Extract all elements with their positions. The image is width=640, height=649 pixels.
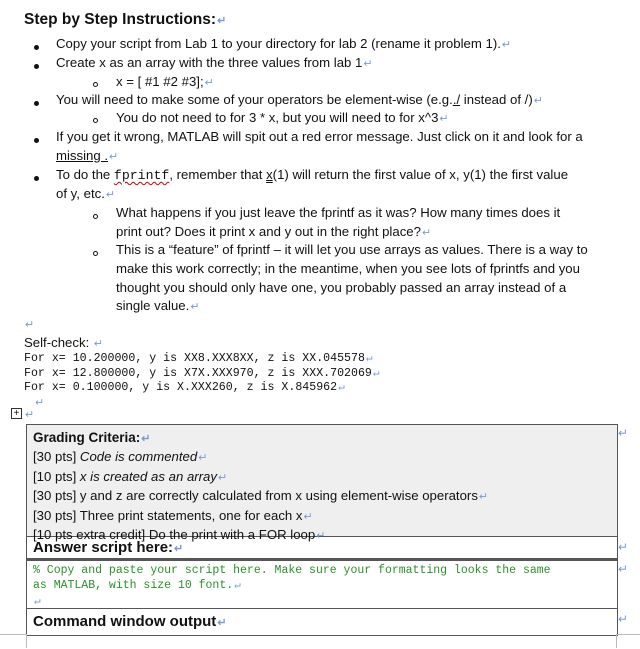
sub-bullet-circle [93, 214, 98, 219]
feature-line1: This is a “feature” of fprintf – it will let you use arrays as values. There is a way to [116, 242, 588, 257]
instruction-2-sub: x = [ #1 #2 #3];↵ [116, 74, 214, 89]
bullet-dot [34, 64, 39, 69]
empty-paragraph: ↵ [35, 397, 45, 409]
empty-paragraph: ↵ [25, 409, 35, 421]
criterion-item: [30 pts] Code is commented↵ [33, 449, 208, 465]
page-corner-right-v [616, 634, 617, 648]
instruction-5-cont: of y, etc.↵ [56, 186, 116, 201]
grading-criteria-cell[interactable] [27, 425, 617, 543]
page-title: Step by Step Instructions:↵ [24, 11, 227, 28]
page-corner-left [0, 634, 26, 635]
end-of-row-mark: ↵ [617, 562, 628, 576]
criterion-item: [30 pts] Three print statements, one for each x↵ [33, 507, 313, 523]
self-check-label: Self-check: ↵ [24, 335, 104, 350]
expected-output-line: For x= 10.200000, y is XX8.XXX8XX, z is XX.045578↵ [24, 352, 373, 365]
question-1-line2: print out? Does it print x and y out in the right place?↵ [116, 224, 432, 239]
criterion-item: [10 pts] x is created as an array↵ [33, 468, 228, 484]
empty-paragraph: ↵ [34, 596, 41, 608]
end-of-row-mark: ↵ [617, 426, 628, 440]
end-of-row-mark: ↵ [617, 540, 628, 554]
instruction-4-cont: missing .↵ [56, 148, 119, 163]
answer-script-cell[interactable] [27, 559, 617, 609]
instruction-4: If you get it wrong, MATLAB will spit out a red error message. Just click on it and look for a [56, 129, 583, 144]
sub-bullet-circle [93, 251, 98, 256]
code-comment-line: as MATLAB, with size 10 font.↵ [33, 579, 241, 592]
bullet-dot [34, 101, 39, 106]
criterion-item: [30 pts] y and z are correctly calculated from x using element-wise operators↵ [33, 488, 489, 504]
feature-line4: single value.↵ [116, 298, 200, 313]
command-window-header[interactable]: Command window output↵ [33, 613, 227, 630]
feature-line2: make this work correctly; in the meantime, when you see lots of fprintfs and you [116, 261, 580, 276]
grading-title: Grading Criteria:↵ [33, 430, 151, 445]
instruction-3: You will need to make some of your operators be element-wise (e.g../ instead of /)↵ [56, 92, 543, 107]
bullet-dot [34, 45, 39, 50]
bullet-dot [34, 138, 39, 143]
end-of-row-mark: ↵ [617, 612, 628, 626]
page-corner-right [616, 634, 640, 635]
grading-table [26, 424, 618, 636]
sub-bullet-circle [93, 118, 98, 123]
instruction-3-sub: You do not need to for 3 * x, but you will need to for x^3↵ [116, 110, 449, 125]
expected-output-line: For x= 0.100000, y is X.XXX260, z is X.845962↵ [24, 381, 345, 394]
feature-line3: thought you should only have one, you probably passed an array instead of a [116, 280, 567, 295]
page-corner-left-v [26, 634, 27, 648]
instruction-5: To do the fprintf, remember that x(1) will return the first value of x, y(1) the first value [56, 167, 569, 183]
sub-bullet-circle [93, 82, 98, 87]
answer-script-header[interactable]: Answer script here:↵ [27, 537, 617, 559]
empty-paragraph: ↵ [25, 319, 35, 331]
bullet-dot [34, 176, 39, 181]
question-1-line1: What happens if you just leave the fprintf as it was? How many times does it [116, 205, 561, 220]
expected-output-line: For x= 12.800000, y is X7X.XXX970, z is XXX.702069↵ [24, 367, 380, 380]
table-move-handle-icon[interactable]: + [11, 408, 22, 419]
instruction-1: Copy your script from Lab 1 to your directory for lab 2 (rename it problem 1).↵ [56, 36, 512, 51]
criterion-item: [10 pts extra credit] Do the print with a FOR loop↵ [33, 527, 326, 543]
instruction-2: Create x as an array with the three values from lab 1↵ [56, 55, 373, 70]
code-comment-line: % Copy and paste your script here. Make sure your formatting looks the same [33, 564, 551, 577]
